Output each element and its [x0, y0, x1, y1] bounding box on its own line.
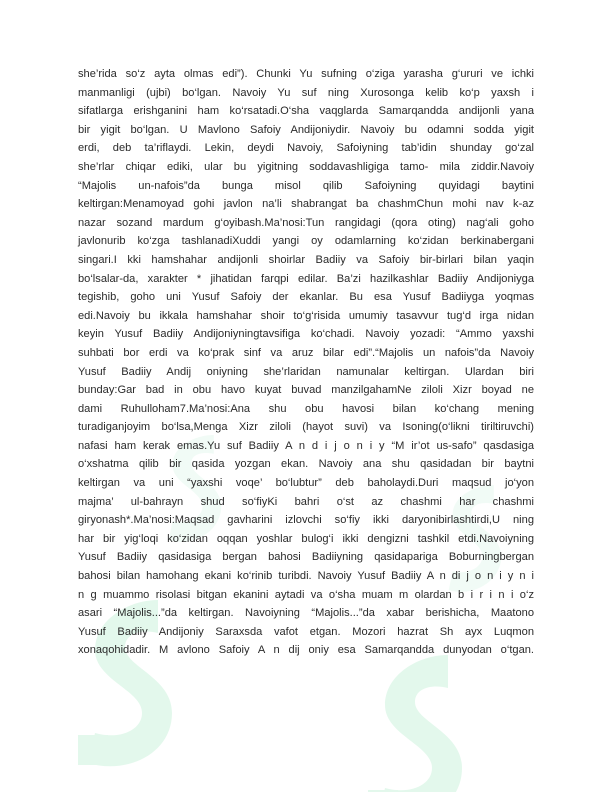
text-line: “Majolis un-nafois”da bunga misol qilib Safoiyning quyidagi baytini — [78, 179, 534, 192]
text-line: dami Ruhulloham7.Ma’nosi:Ana shu obu havosi bilan ko‘chang mening — [78, 402, 534, 415]
text-line: manmanligi (ujbi) bo‘lgan. Navoiy Yu suf ning Xurosonga kelib ko‘p yaxsh i — [78, 86, 534, 99]
text-line: Yusuf Badiiy qasidasiga bergan bahosi Badiiyning qasidapariga Boburningbergan — [78, 551, 534, 564]
text-line: nafasi ham kerak emas.Yu suf Badiiy A n d i j o n i y “M ir’ot us-safo” qasdasiga — [78, 439, 534, 452]
text-line: suhbati bor erdi va ko‘prak sinf va aruz bilar edi”.“Majolis un nafois”da Navoiy — [78, 346, 534, 359]
text-line: turadiganjoyim bo‘lsa,Menga Xizr ziloli (hayot suvi) va Isoning(o‘likni tiriltiruvchi) — [78, 421, 534, 434]
text-line: sifatlarga erishganini ham ko‘rsatadi.O‘sha vaqglarda Samarqandda andijonli yana — [78, 105, 534, 118]
text-line: javlonurib ko‘zga tashlanadiXuddi yangi oy odamlarning ko‘zidan berkinabergani — [78, 235, 534, 248]
text-line: she’rlar chiqar ediki, ular bu yigitning soddavashligiga tamo- mila ziddir.Navoiy — [78, 160, 534, 173]
text-line: nazar sozand mardum g‘oyibash.Ma’nosi:Tun rangidagi (qora oting) nag‘ali goho — [78, 216, 534, 229]
text-line: xonaqohidadir. M avlono Safoiy A n dij oniy esa Samarqandda dunyodan o‘tgan. — [78, 644, 534, 657]
text-line: Yusuf Badiiy Andijoniy Saraxsda vafot etgan. Mozori hazrat Sh ayx Luqmon — [78, 625, 534, 638]
text-line: bo‘lsalar-da, xarakter * jihatidan farqpi edilar. Ba’zi hazilkashlar Badiiy Andijoniyga — [78, 272, 534, 285]
text-line: edi.Navoiy bu ikkala hamshahar shoir to‘g‘risida umumiy tasavvur tug‘d irga nidan — [78, 309, 534, 322]
text-line: asari “Majolis...”da keltirgan. Navoiyning “Majolis...”da xabar berishicha, Maatono — [78, 607, 534, 620]
text-line: erdi, deb ta’riflaydi. Lekin, deydi Navoiy, Safoiyning tab’idin shunday go‘zal — [78, 142, 534, 155]
text-line: keltirgan:Menamoyad gohi javlon na’li shabrangat ba chashmChun mohi nav k-az — [78, 198, 534, 211]
text-line: bunday:Gar bad in obu havo kuyat buvad manzilgahamNe ziloli Xizr boyad ne — [78, 384, 534, 397]
text-line: she’rida so‘z ayta olmas edi”). Chunki Yu sufning o‘ziga yarasha g‘ururi ve ichki — [78, 68, 534, 80]
text-line: keltirgan va uni “yaxshi voqe’ bo‘lubtur” deb baholaydi.Duri maqsud jo‘yon — [78, 477, 534, 490]
text-line: giryonash*.Ma’nosi:Maqsad gavharini izlovchi so‘fiy ikki daryonibirlashtirdi,U ning — [78, 514, 534, 527]
text-line: bir yigit bo‘lgan. U Mavlono Safoiy Andijoniydir. Navoiy bu odamni sodda yigit — [78, 123, 534, 136]
text-line: tegishib, goho uni Yusuf Safoiy der ekanlar. Bu esa Yusuf Badiiyga yoqmas — [78, 291, 534, 304]
text-line: singari.I kki hamshahar andijonli shoirlar Badiiy va Safoiy bir-birlari bilan yaqin — [78, 253, 534, 266]
text-line: majma’ ul-bahrayn shud so‘fiyKi bahri o‘st az chashmi har chashmi — [78, 495, 534, 508]
body-text — [78, 65, 534, 660]
text-line: n g muammo risolasi bitgan ekanini aytadi va o‘sha muam m olardan b i r i n i o‘z — [78, 588, 534, 601]
text-line: Yusuf Badiiy Andij oniyning she’rlaridan namunalar keltirgan. Ulardan biri — [78, 365, 534, 378]
text-line: har bir yig‘loqi ko‘zidan oqqan yoshlar bulog‘i ikki dengizni tashkil etdi.Navoiyning — [78, 532, 534, 545]
text-line: bahosi bilan hamohang ekani ko‘rinib turibdi. Navoiy Yusuf Badiiy A n di j o n i y n i — [78, 570, 534, 583]
watermark-logo-icon — [360, 640, 480, 792]
text-line: o‘xshatma qilib bir qasida yozgan ekan. Navoiy ana shu qasidadan bir baytni — [78, 458, 534, 471]
text-line: keyin Yusuf Badiiy Andijoniyningtavsifiga ko‘chadi. Navoiy yozadi: “Ammo yaxshi — [78, 328, 534, 341]
